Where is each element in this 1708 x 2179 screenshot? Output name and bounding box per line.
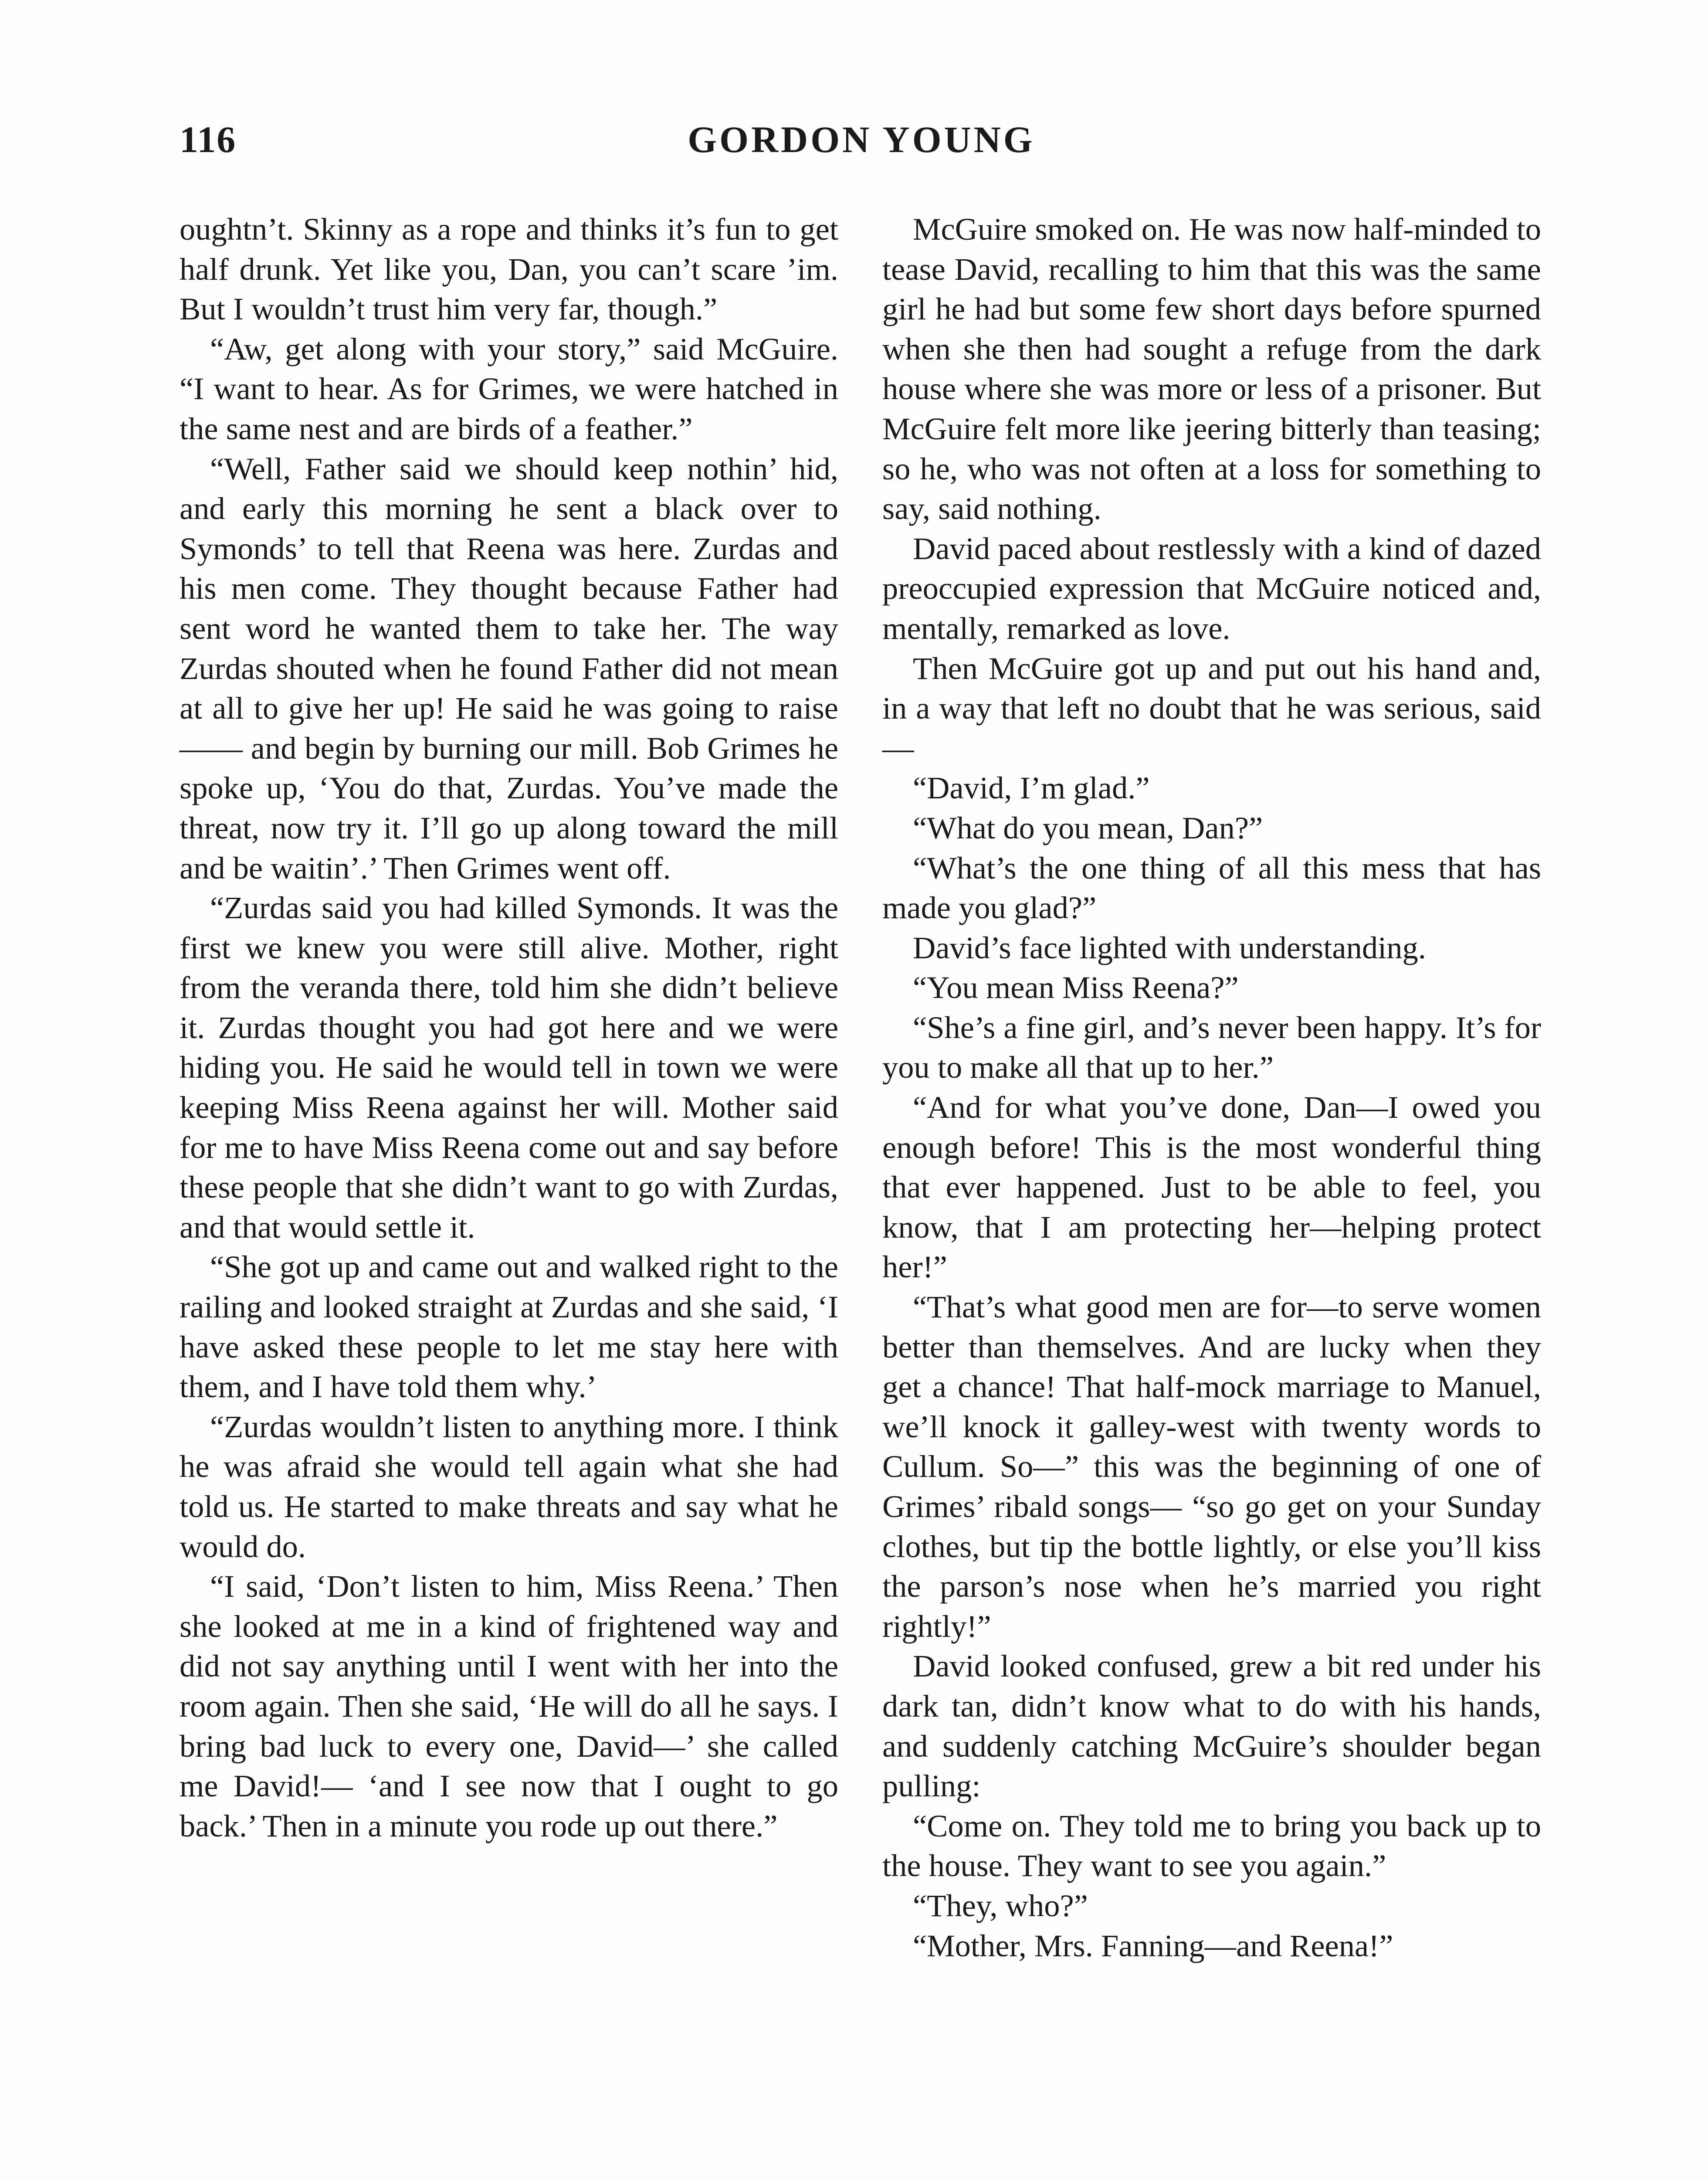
- paragraph: oughtn’t. Skinny as a rope and thinks it’s fun to get half drunk. Yet like you, Dan, you can’t scare ’im. But I wouldn’t trust him very far, though.”: [180, 211, 838, 327]
- paragraph: “Come on. They told me to bring you back up to the house. They want to see you again.”: [882, 1808, 1541, 1884]
- paragraph: McGuire smoked on. He was now half-minded to tease David, recalling to him that this was the same girl he had but some few short days before spurned when she then had sought a refuge from the dark house where she was more or less of a prisoner. But McGuire felt more like jeering bitterly than teasing; so he, who was not often at a loss for something to say, said nothing.: [882, 211, 1541, 526]
- paragraph: David’s face lighted with understanding.: [913, 930, 1426, 965]
- paragraph: “David, I’m glad.”: [913, 770, 1150, 806]
- paragraph: David paced about restlessly with a kind of dazed preoccupied expression that McGuire noticed and, mentally, remarked as love.: [882, 530, 1541, 646]
- paragraph: “She’s a fine girl, and’s never been happy. It’s for you to make all that up to her.”: [882, 1009, 1541, 1085]
- paragraph: David looked confused, grew a bit red under his dark tan, didn’t know what to do with his hands, and suddenly catching McGuire’s shoulder began pulling:: [882, 1648, 1541, 1804]
- running-head-author: GORDON YOUNG: [688, 119, 1035, 160]
- paragraph: “What do you mean, Dan?”: [913, 810, 1263, 845]
- paragraph: “Zurdas said you had killed Symonds. It was the first we knew you were still alive. Mother, right from the veranda there, told him she didn’t believe it. Zurdas thought you had got here and we were hiding you. He said he would tell in town we were keeping Miss Reena against her will. Mother said for me to have Miss Reena come out and say before these people that she didn’t want to go with Zurdas, and that would settle it.: [180, 890, 838, 1245]
- paragraph: “Well, Father said we should keep nothin’ hid, and early this morning he sent a black over to Symonds’ to tell that Reena was here. Zurdas and his men come. They thought because Father had sent word he wanted them to take her. The way Zurdas shouted when he found Father did not mean at all to give her up! He said he was going to raise —— and begin by burning our mill. Bob Grimes he spoke up, ‘You do that, Zurdas. You’ve made the threat, now try it. I’ll go up along toward the mill and be waitin’.’ Then Grimes went off.: [180, 451, 838, 886]
- paragraph: Then McGuire got up and put out his hand and, in a way that left no doubt that he was serious, said—: [882, 650, 1541, 766]
- text-column-right: [882, 209, 1541, 1965]
- paragraph: “They, who?”: [913, 1887, 1088, 1923]
- paragraph: “That’s what good men are for—to serve women better than themselves. And are lucky when they get a chance! That half-mock marriage to Manuel, we’ll knock it galley-west with twenty words to Cullum. So—” this was the beginning of one of Grimes’ ribald songs— “so go get on your Sunday clothes, but tip the bottle lightly, or else you’ll kiss the parson’s nose when he’s married you right rightly!”: [882, 1289, 1541, 1644]
- paragraph: “You mean Miss Reena?”: [913, 970, 1239, 1005]
- paragraph: “What’s the one thing of all this mess that has made you glad?”: [882, 850, 1541, 926]
- paragraph: “Zurdas wouldn’t listen to anything more. I think he was afraid she would tell again what she had told us. He started to make threats and say what he would do.: [180, 1409, 838, 1564]
- page-header: [180, 118, 1543, 170]
- text-column-left: [180, 209, 838, 1846]
- paragraph: “I said, ‘Don’t listen to him, Miss Reena.’ Then she looked at me in a kind of frightened way and did not say anything until I went with her into the room again. Then she said, ‘He will do all he says. I bring bad luck to every one, David—’ she called me David!— ‘and I see now that I ought to go back.’ Then in a minute you rode up out there.”: [180, 1568, 838, 1843]
- paragraph: “She got up and came out and walked right to the railing and looked straight at Zurdas and she said, ‘I have asked these people to let me stay here with them, and I have told them why.’: [180, 1249, 838, 1405]
- paragraph: “Aw, get along with your story,” said McGuire. “I want to hear. As for Grimes, we were hatched in the same nest and are birds of a feather.”: [180, 331, 838, 446]
- page-number: 116: [180, 119, 237, 160]
- paragraph: “And for what you’ve done, Dan—I owed you enough before! This is the most wonderful thing that ever happened. Just to be able to feel, you know, that I am protecting her—helping protect her!”: [882, 1090, 1541, 1285]
- paragraph: “Mother, Mrs. Fanning—and Reena!”: [913, 1928, 1393, 1963]
